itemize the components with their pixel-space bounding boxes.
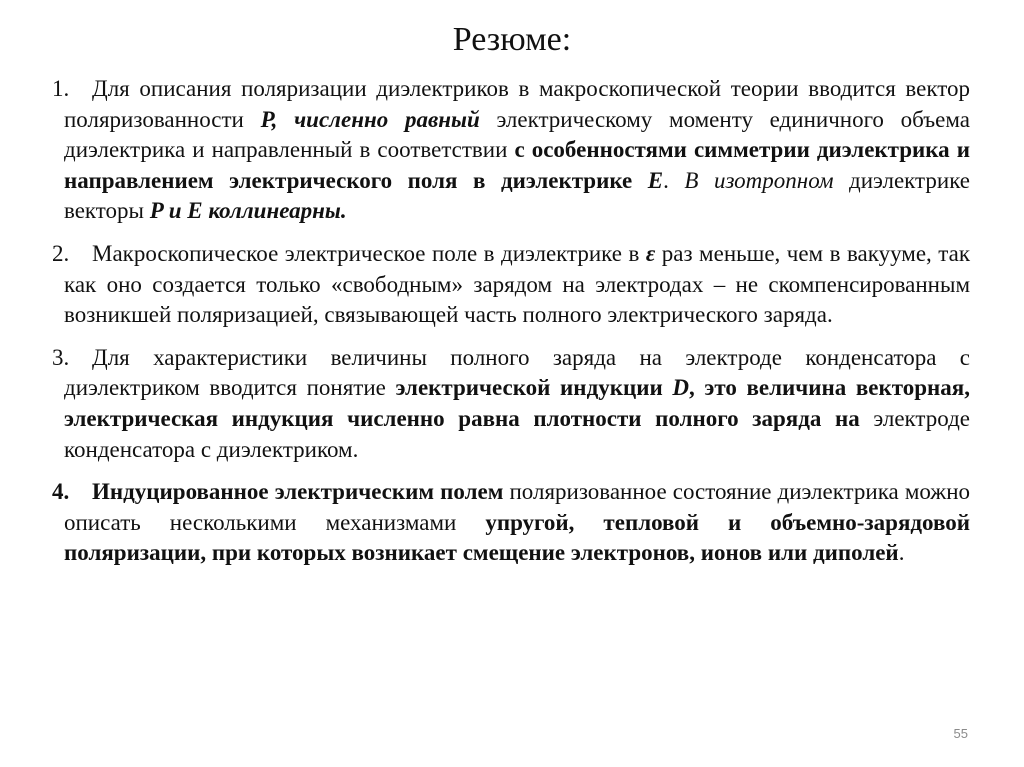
item-text (64, 239, 970, 331)
item-number: 3. (52, 344, 70, 370)
list-item (52, 239, 970, 331)
item-number: 2. (52, 240, 70, 266)
item-number: 4. (52, 479, 70, 505)
item-text (64, 343, 970, 465)
text-segment: P, численно равный (260, 106, 480, 132)
text-segment: упругой, тепловой и объемно-зарядовой поляризации, при которых возникает смещение электронов, ионов или диполей (64, 509, 970, 566)
item-text (64, 74, 970, 227)
text-segment: диэлектрике векторы (64, 167, 971, 224)
text-segment: , это величина векторная, электрическая индукция численно равна плотности полного заряда на (64, 375, 970, 431)
text-segment: электрической индукции (395, 375, 673, 401)
text-segment: с особенностями симметрии диэлектрика и направлением электрического поля в диэлектрике (64, 137, 970, 193)
text-segment: В изотропном (684, 167, 834, 193)
text-segment: . (663, 167, 685, 193)
text-segment: электрическому моменту единичного объема диэлектрика и направленный в соответствии (64, 106, 970, 163)
item-text (64, 477, 970, 569)
text-segment: поляризованное состояние диэлектрика можно описать несколькими механизмами (64, 479, 971, 535)
text-segment: D (672, 375, 689, 401)
list-item (52, 74, 970, 227)
text-segment: ε (645, 240, 656, 266)
text-segment: P и E коллинеарны. (149, 198, 347, 224)
item-number: 1. (52, 76, 70, 101)
text-segment: электроде конденсатора с диэлектриком. (64, 405, 970, 462)
text-segment: Для описания поляризации диэлектриков в макроскопической теории вводится вектор поляризованности (64, 76, 970, 132)
text-segment: Индуцированное электрическим полем (92, 479, 504, 505)
page-number: 55 (953, 726, 968, 741)
text-segment: раз меньше, чем в вакууме, так как оно создается только «свободным» зарядом на электродах – не скомпенсированным возникшей поляризацией, связывающей часть полного электрического заряда. (64, 240, 970, 328)
slide-title: Резюме: (452, 21, 572, 58)
text-segment: Для характеристики величины полного заряда на электроде конденсатора с диэлектриком вводится понятие (64, 344, 970, 401)
text-segment: Макроскопическое электрическое поле в диэлектрике в (92, 240, 646, 266)
list-item (52, 343, 970, 465)
text-segment: . (898, 540, 905, 566)
list-item (52, 477, 970, 569)
text-segment: E (647, 167, 664, 193)
summary-list (52, 74, 970, 581)
